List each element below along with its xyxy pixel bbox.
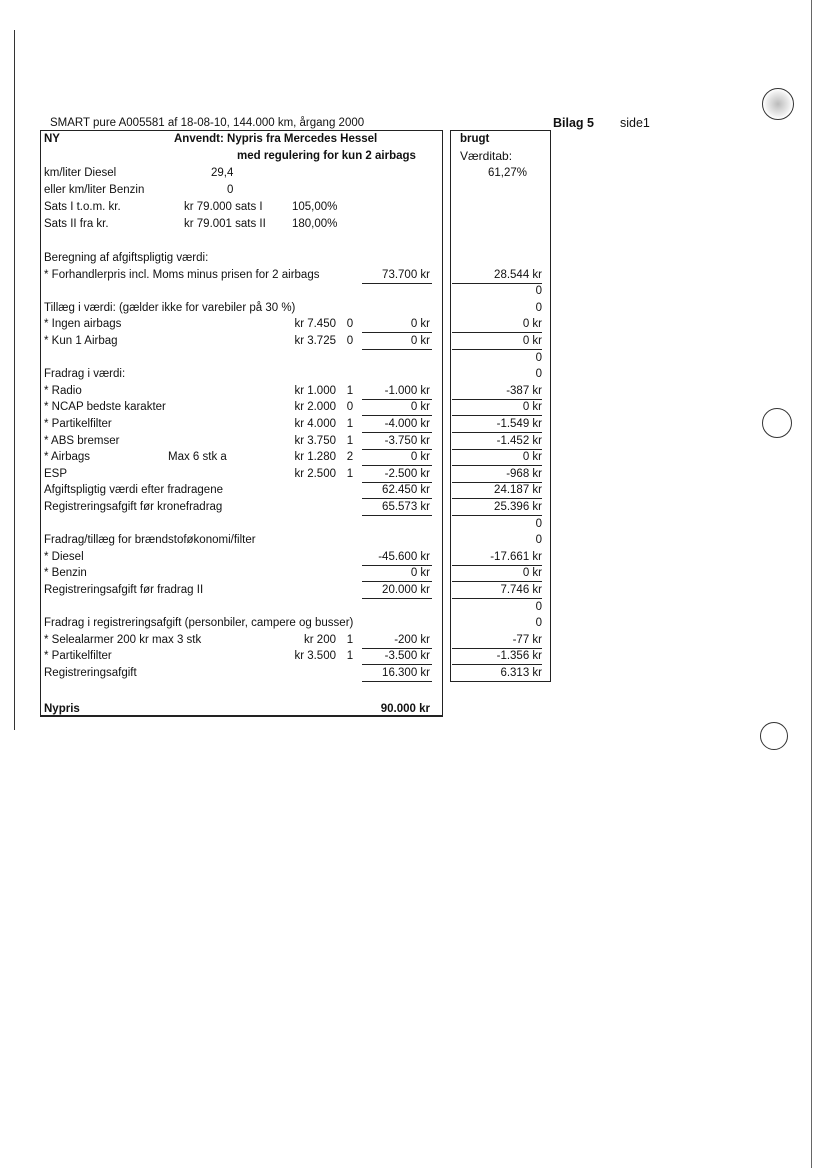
row-quantity: 0 bbox=[346, 318, 354, 330]
row-ny-amount: 0 kr bbox=[410, 318, 430, 330]
row-brugt-amount: -77 kr bbox=[512, 634, 542, 646]
row-ny-amount: -4.000 kr bbox=[384, 418, 430, 430]
row-ny-amount: -3.500 kr bbox=[384, 650, 430, 662]
anvendt-line-2: med regulering for kun 2 airbags bbox=[237, 150, 416, 162]
row-label: Tillæg i værdi: (gælder ikke for varebiler på 30 %) bbox=[44, 302, 296, 314]
row-quantity: 1 bbox=[346, 650, 354, 662]
row-ny-amount: -3.750 kr bbox=[384, 435, 430, 447]
nypris-value: 90.000 kr bbox=[380, 703, 430, 715]
row-label: * Partikelfilter bbox=[44, 418, 112, 430]
row-ny-underline bbox=[362, 581, 432, 582]
row-brugt-amount: 7.746 kr bbox=[500, 584, 542, 596]
row-unit-price: kr 7.450 bbox=[294, 318, 336, 330]
row-brugt-amount: 0 kr bbox=[522, 335, 542, 347]
row-brugt-amount: 0 bbox=[535, 534, 542, 546]
row-ny-amount: -1.000 kr bbox=[384, 385, 430, 397]
row-brugt-amount: 0 bbox=[535, 617, 542, 629]
vaerditab-value: 61,27% bbox=[488, 167, 528, 179]
row-ny-amount: 65.573 kr bbox=[382, 501, 430, 513]
row-ny-amount: -45.600 kr bbox=[378, 551, 430, 563]
row-unit-price: kr 4.000 bbox=[294, 418, 336, 430]
row-unit-price: kr 1.000 bbox=[294, 385, 336, 397]
benzin-label: eller km/liter Benzin bbox=[44, 184, 145, 196]
row-brugt-underline bbox=[452, 681, 542, 682]
row-label: * Diesel bbox=[44, 551, 84, 563]
row-brugt-amount: 0 kr bbox=[522, 451, 542, 463]
row-ny-amount: 0 kr bbox=[410, 401, 430, 413]
row-brugt-amount: 0 bbox=[535, 302, 542, 314]
row-brugt-amount: 0 bbox=[535, 352, 542, 364]
row-ny-underline bbox=[362, 349, 432, 350]
sats2-percent: 180,00% bbox=[292, 218, 338, 230]
row-quantity: 1 bbox=[346, 385, 354, 397]
row-label: Registreringsafgift før fradrag II bbox=[44, 584, 204, 596]
row-unit-price: kr 1.280 bbox=[294, 451, 336, 463]
row-label: Beregning af afgiftspligtig værdi: bbox=[44, 252, 209, 264]
row-unit-price: kr 3.500 bbox=[294, 650, 336, 662]
row-brugt-amount: -387 kr bbox=[506, 385, 542, 397]
row-label: * Benzin bbox=[44, 567, 87, 579]
row-quantity: 1 bbox=[346, 468, 354, 480]
ny-label: NY bbox=[44, 133, 60, 145]
row-brugt-underline bbox=[452, 515, 542, 516]
row-ny-underline bbox=[362, 415, 432, 416]
row-ny-amount: 73.700 kr bbox=[382, 269, 430, 281]
sats2-amount: kr 79.001 sats II bbox=[184, 218, 266, 230]
diesel-value: 29,4 bbox=[211, 167, 234, 179]
row-label: * Partikelfilter bbox=[44, 650, 112, 662]
row-label: Registreringsafgift før kronefradrag bbox=[44, 501, 223, 513]
row-ny-amount: 0 kr bbox=[410, 567, 430, 579]
row-label: Afgiftspligtig værdi efter fradragene bbox=[44, 484, 223, 496]
row-unit-price: kr 3.750 bbox=[294, 435, 336, 447]
row-ny-amount: -200 kr bbox=[394, 634, 430, 646]
row-ny-underline bbox=[362, 332, 432, 333]
row-unit-price: kr 2.500 bbox=[294, 468, 336, 480]
row-ny-underline bbox=[362, 664, 432, 665]
row-quantity: 0 bbox=[346, 401, 354, 413]
binder-hole-middle bbox=[762, 408, 792, 438]
row-brugt-underline bbox=[452, 332, 542, 333]
row-label: * Airbags bbox=[44, 451, 91, 463]
diesel-label: km/liter Diesel bbox=[44, 167, 117, 179]
nypris-separator bbox=[40, 716, 443, 717]
nypris-label: Nypris bbox=[44, 703, 80, 715]
row-quantity: 2 bbox=[346, 451, 354, 463]
row-ny-amount: 62.450 kr bbox=[382, 484, 430, 496]
row-label: * Ingen airbags bbox=[44, 318, 122, 330]
row-label: * Forhandlerpris incl. Moms minus prisen for 2 airbags bbox=[44, 269, 320, 281]
binder-hole-top bbox=[762, 88, 794, 120]
row-brugt-amount: 28.544 kr bbox=[494, 269, 542, 281]
row-brugt-underline bbox=[452, 349, 542, 350]
sats2-label: Sats II fra kr. bbox=[44, 218, 109, 230]
row-brugt-underline bbox=[452, 598, 542, 599]
row-brugt-underline bbox=[452, 415, 542, 416]
row-label: * ABS bremser bbox=[44, 435, 120, 447]
vaerditab-label: Værditab: bbox=[460, 149, 513, 163]
row-ny-amount: 16.300 kr bbox=[382, 667, 430, 679]
row-brugt-amount: 0 bbox=[535, 368, 542, 380]
row-brugt-amount: -1.356 kr bbox=[496, 650, 542, 662]
row-brugt-amount: 0 bbox=[535, 285, 542, 297]
benzin-value: 0 bbox=[227, 184, 234, 196]
row-brugt-amount: 24.187 kr bbox=[494, 484, 542, 496]
row-brugt-amount: 6.313 kr bbox=[500, 667, 542, 679]
row-quantity: 1 bbox=[346, 418, 354, 430]
row-brugt-underline bbox=[452, 498, 542, 499]
row-brugt-amount: 0 kr bbox=[522, 401, 542, 413]
row-brugt-underline bbox=[452, 432, 542, 433]
row-brugt-amount: 0 bbox=[535, 601, 542, 613]
row-brugt-amount: -968 kr bbox=[506, 468, 542, 480]
row-ny-underline bbox=[362, 465, 432, 466]
row-label: Registreringsafgift bbox=[44, 667, 137, 679]
sats1-percent: 105,00% bbox=[292, 201, 338, 213]
row-brugt-underline bbox=[452, 465, 542, 466]
row-ny-underline bbox=[362, 515, 432, 516]
row-ny-underline bbox=[362, 432, 432, 433]
row-label: * Radio bbox=[44, 385, 82, 397]
brugt-label: brugt bbox=[460, 133, 490, 145]
row-brugt-amount: -17.661 kr bbox=[490, 551, 542, 563]
row-brugt-amount: -1.549 kr bbox=[496, 418, 542, 430]
row-brugt-amount: -1.452 kr bbox=[496, 435, 542, 447]
page-label: side1 bbox=[620, 116, 650, 130]
row-quantity: 0 bbox=[346, 335, 354, 347]
row-brugt-underline bbox=[452, 581, 542, 582]
row-ny-amount: 0 kr bbox=[410, 451, 430, 463]
row-label: ESP bbox=[44, 468, 68, 480]
row-quantity: 1 bbox=[346, 634, 354, 646]
row-extra: Max 6 stk a bbox=[168, 451, 227, 463]
bilag-label: Bilag 5 bbox=[553, 116, 594, 130]
row-brugt-amount: 0 kr bbox=[522, 567, 542, 579]
row-brugt-amount: 25.396 kr bbox=[494, 501, 542, 513]
row-ny-amount: -2.500 kr bbox=[384, 468, 430, 480]
row-unit-price: kr 200 bbox=[304, 634, 336, 646]
row-unit-price: kr 2.000 bbox=[294, 401, 336, 413]
row-label: Fradrag i værdi: bbox=[44, 368, 126, 380]
row-brugt-amount: 0 kr bbox=[522, 318, 542, 330]
row-label: Fradrag/tillæg for brændstoføkonomi/filter bbox=[44, 534, 256, 546]
row-ny-underline bbox=[362, 283, 432, 284]
document-title: SMART pure A005581 af 18-08-10, 144.000 km, årgang 2000 bbox=[50, 117, 365, 129]
row-ny-amount: 20.000 kr bbox=[382, 584, 430, 596]
row-label: Fradrag i registreringsafgift (personbiler, campere og busser) bbox=[44, 617, 354, 629]
row-brugt-underline bbox=[452, 664, 542, 665]
row-label: * Selealarmer 200 kr max 3 stk bbox=[44, 634, 202, 646]
row-ny-underline bbox=[362, 598, 432, 599]
row-ny-underline bbox=[362, 681, 432, 682]
row-label: * NCAP bedste karakter bbox=[44, 401, 166, 413]
sats1-label: Sats I t.o.m. kr. bbox=[44, 201, 121, 213]
sats1-amount: kr 79.000 sats I bbox=[184, 201, 263, 213]
row-quantity: 1 bbox=[346, 435, 354, 447]
ny-column-divider bbox=[40, 130, 41, 716]
anvendt-line-1: Anvendt: Nypris fra Mercedes Hessel bbox=[174, 133, 378, 145]
binder-hole-bottom bbox=[760, 722, 788, 750]
row-brugt-amount: 0 bbox=[535, 518, 542, 530]
scan-margin-line bbox=[14, 30, 15, 730]
row-unit-price: kr 3.725 bbox=[294, 335, 336, 347]
row-label: * Kun 1 Airbag bbox=[44, 335, 118, 347]
page-fold-line bbox=[811, 0, 812, 1168]
row-ny-underline bbox=[362, 498, 432, 499]
row-ny-amount: 0 kr bbox=[410, 335, 430, 347]
